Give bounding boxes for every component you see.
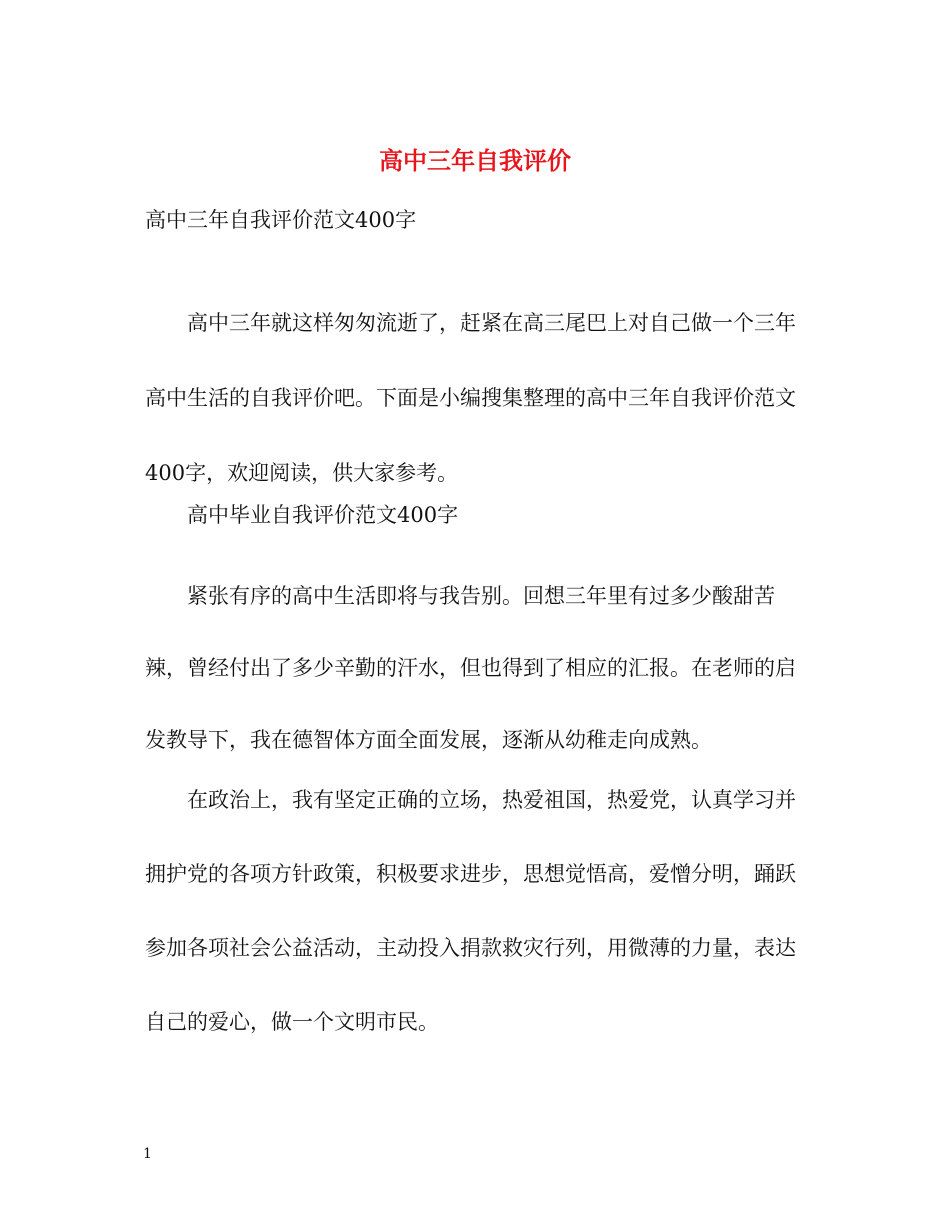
intro-paragraph: 高中三年就这样匆匆流逝了，赶紧在高三尾巴上对自己做一个三年高中生活的自我评价吧。下面是小编搜集整理的高中三年自我评价范文400字，欢迎阅读，供大家参考。 — [145, 311, 796, 485]
subheading: 高中毕业自我评价范文400字 — [187, 503, 459, 527]
section-heading: 高中三年自我评价范文400字 — [145, 208, 417, 232]
paragraph-3: 在政治上，我有坚定正确的立场，热爱祖国，热爱党，认真学习并拥护党的各项方针政策，积极要求进步，思想觉悟高，爱憎分明，踊跃参加各项社会公益活动，主动投入捐款救灾行列，用微薄的力量，表达自己的爱心，做一个文明市民。 — [145, 788, 796, 1034]
paragraph-2: 紧张有序的高中生活即将与我告别。回想三年里有过多少酸甜苦辣，曾经付出了多少辛勤的汗水，但也得到了相应的汇报。在老师的启发教导下，我在德智体方面全面发展，逐渐从幼稚走向成熟。 — [145, 584, 796, 752]
page-number: 1 — [143, 1146, 152, 1162]
document-title: 高中三年自我评价 — [379, 146, 571, 175]
